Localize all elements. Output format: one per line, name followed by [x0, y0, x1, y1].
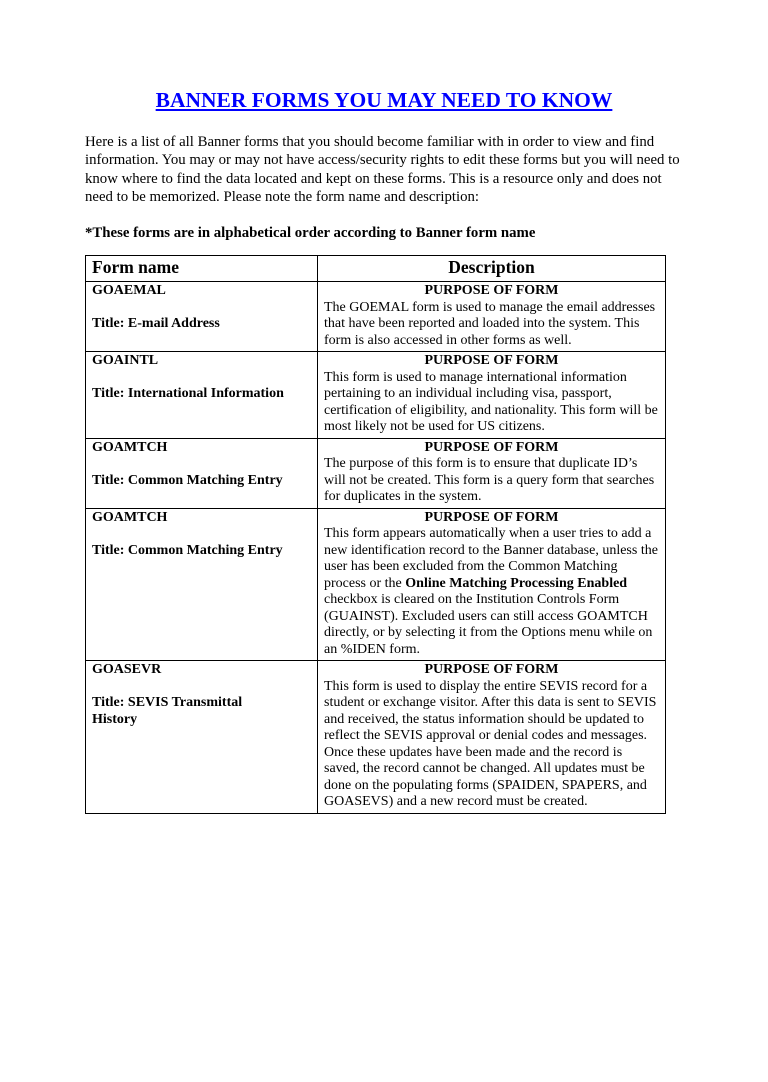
table-row — [86, 661, 666, 814]
purpose-heading: PURPOSE OF FORM — [424, 509, 559, 525]
form-title: Title: International Information — [92, 386, 284, 402]
form-code: GOASEVR — [92, 662, 162, 678]
table-row — [86, 352, 666, 439]
form-name-cell — [86, 508, 318, 661]
purpose-heading: PURPOSE OF FORM — [424, 353, 559, 369]
form-title: Title: Common Matching Entry — [92, 542, 283, 558]
form-name-cell — [86, 438, 318, 508]
form-code: GOAMTCH — [92, 439, 168, 455]
description-text: The purpose of this form is to ensure that duplicate ID’s will not be created. This form is a query form that searches for duplicates in the system. — [324, 456, 655, 505]
table-row — [86, 508, 666, 661]
form-code: GOAEMAL — [92, 283, 166, 299]
description-cell — [318, 661, 666, 814]
forms-table — [85, 255, 666, 813]
description-text: This form appears automatically when a user tries to add a new identification record to the Banner database, unless the user has been excluded from the Common Matching process or the Online Matching Processing Enabled checkbox is cleared on the Institution Controls Form (GUAINST). Excluded users can still access GOAMTCH directly, or by selecting it from the Options menu while on an %IDEN form. — [324, 526, 658, 657]
form-title: Title: Common Matching Entry — [92, 472, 283, 488]
purpose-heading: PURPOSE OF FORM — [424, 283, 559, 299]
form-title: Title: E-mail Address — [92, 316, 220, 332]
document-page — [0, 88, 768, 814]
description-text: The GOEMAL form is used to manage the email addresses that have been reported and loaded into the system. This form is also accessed in other forms as well. — [324, 299, 656, 348]
purpose-heading: PURPOSE OF FORM — [424, 439, 559, 455]
description-cell — [318, 508, 666, 661]
form-name-cell — [86, 282, 318, 352]
alphabetical-note: *These forms are in alphabetical order according to Banner form name — [85, 224, 536, 241]
page-title[interactable]: BANNER FORMS YOU MAY NEED TO KNOW — [155, 88, 613, 112]
column-header-description: Description — [318, 256, 666, 282]
intro-paragraph: Here is a list of all Banner forms that you should become familiar with in order to view and find information. You may or may not have access/security rights to edit these forms but you will need to know where to find the data located and kept on these forms. This is a resource only and does not need to be memorized. Please note the form name and description: — [85, 133, 680, 206]
column-header-form-name: Form name — [86, 256, 318, 282]
table-row — [86, 282, 666, 352]
description-cell — [318, 282, 666, 352]
description-cell — [318, 352, 666, 439]
form-name-cell — [86, 352, 318, 439]
table-row — [86, 438, 666, 508]
purpose-heading: PURPOSE OF FORM — [424, 662, 559, 678]
description-text: This form is used to manage international information pertaining to an individual including visa, passport, certification of eligibility, and nationality. This form will be most likely not be used for US citizens. — [324, 369, 658, 435]
description-text: This form is used to display the entire SEVIS record for a student or exchange visitor. After this data is sent to SEVIS and received, the status information should be updated to reflect the SEVIS approval or denial codes and messages. Once these updates have been made and the record is saved, the record cannot be changed. All updates must be done on the populating forms (SPAIDEN, SPAPERS, and GOASEVS) and a new record must be created. — [324, 678, 657, 810]
form-title: Title: SEVIS Transmittal History — [92, 695, 243, 727]
form-name-cell — [86, 661, 318, 814]
form-code: GOAINTL — [92, 353, 159, 369]
table-header-row — [86, 256, 666, 282]
description-cell — [318, 438, 666, 508]
form-code: GOAMTCH — [92, 509, 168, 525]
